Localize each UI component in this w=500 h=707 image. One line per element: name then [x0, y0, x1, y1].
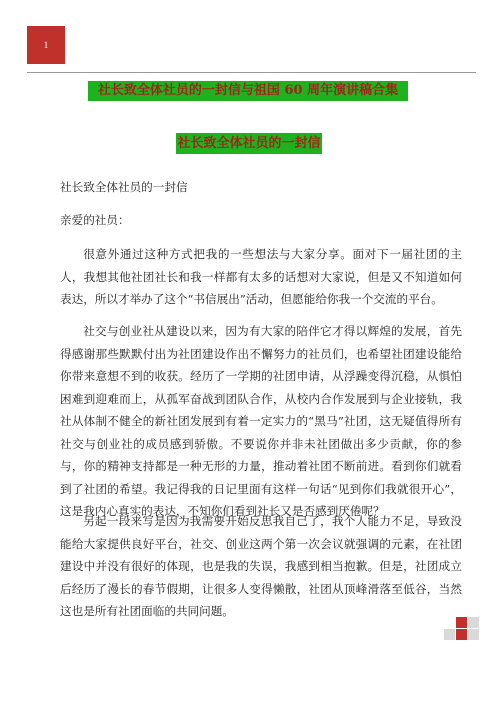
body-paragraph-1: 很意外通过这种方式把我的一些想法与大家分享。面对下一届社团的主人，我想其他社团社长和我一样都有太多的话想对大家说，但是又不知道如何表达，所以才举办了这个“书信展出”活动，但愿能给你我一个交流的平台。 [60, 247, 462, 306]
corner-decoration-square [444, 629, 455, 640]
document-sub-title: 社长致全体社员的一封信 [176, 133, 322, 154]
corner-decoration-square [456, 629, 467, 640]
corner-decoration-square [456, 617, 467, 628]
body-paragraph-3: 另起一段来写是因为我需要开始反思我自己了，我个人能力不足，导致没能给大家提供良好平台，社交、创业这两个第一次会议就强调的元素，在社团建设中并没有很好的体现，也是我的失误，我感到相当抱歉。但是，社团成立后经历了漫长的春节假期，让很多人变得懒散，社团从顶峰滑落至低谷，当然这也是所有社团面临的共同问题。 [60, 514, 462, 618]
header-divider [27, 72, 476, 73]
document-main-title: 社长致全体社员的一封信与祖国 60 周年演讲稿合集 [88, 81, 408, 101]
page-number-badge [27, 26, 65, 64]
letter-heading-line: 社长致全体社员的一封信 [60, 180, 188, 194]
page-number: 1 [43, 40, 49, 50]
corner-decoration-square [468, 629, 479, 640]
corner-decoration-square [468, 617, 479, 628]
letter-salutation: 亲爱的社员： [60, 213, 130, 227]
body-paragraph-2: 社交与创业社从建设以来，因为有大家的陪伴它才得以辉煌的发展，首先得感谢那些默默付出为社团建设作出不懈努力的社员们，也希望社团建设能给你带来意想不到的收获。经历了一学期的社团申请，从浮躁变得沉稳，从惧怕困难到迎难而上，从孤军奋战到团队合作，从校内合作发展到与企业接轨，我社从体制不健全的新社团发展到有着一定实力的“黑马”社团，这无疑值得所有社交与创业社的成员感到骄傲。不要说你并非未社团做出多少贡献，你的参与，你的精神支持都是一种无形的力量，推动着社团不断前进。看到你们就看到了社团的希望。我记得我的日记里面有这样一句话“见到你们我就很开心”，这是我内心真实的表达，不知你们看到社长又是否感到厌倦呢？ [60, 324, 462, 518]
